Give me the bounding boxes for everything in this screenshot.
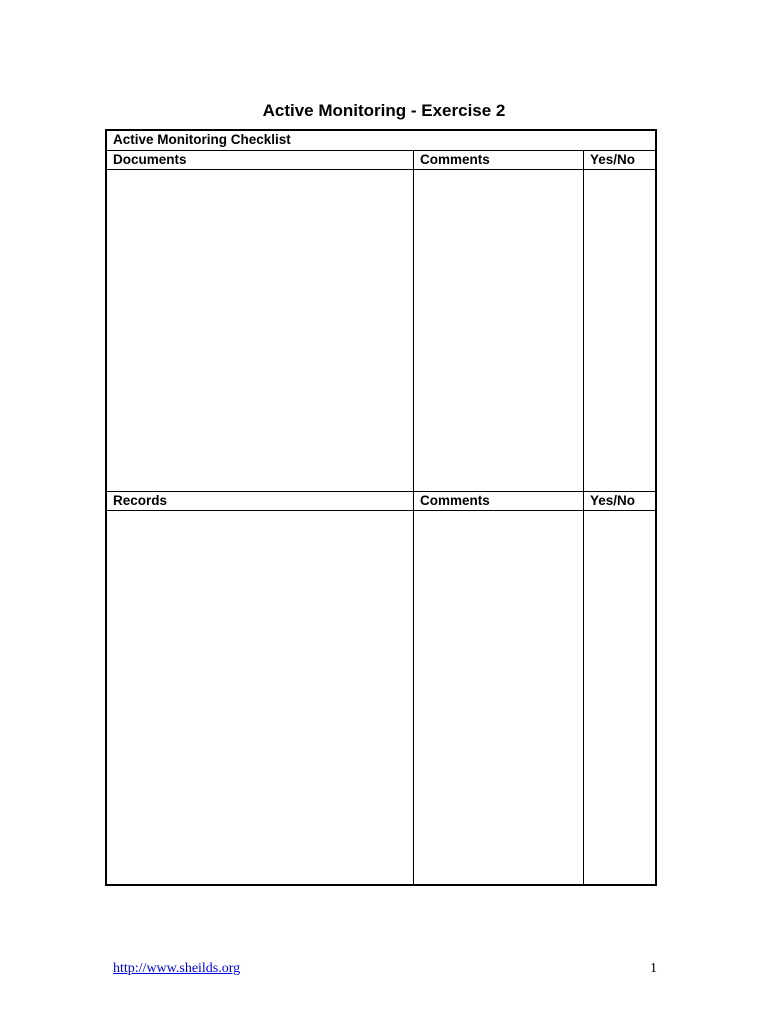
- checklist-title: Active Monitoring Checklist: [113, 132, 291, 147]
- documents-header-row: [107, 151, 655, 170]
- records-header-row: [107, 491, 655, 511]
- footer-link[interactable]: http://www.sheilds.org: [113, 961, 241, 976]
- documents-entry-cell[interactable]: [107, 170, 413, 491]
- page-number: 1: [650, 961, 657, 976]
- records-yes-no-cell[interactable]: [583, 511, 655, 886]
- documents-comments-cell[interactable]: [413, 170, 583, 491]
- documents-column-header: Documents: [113, 152, 187, 167]
- checklist-title-row: [107, 131, 655, 151]
- checklist-table: [105, 129, 657, 886]
- documents-entry-row: [107, 170, 655, 491]
- records-entry-cell[interactable]: [107, 511, 413, 886]
- documents-yes-no-column-header: Yes/No: [583, 151, 655, 169]
- records-comments-cell[interactable]: [413, 511, 583, 886]
- records-column-header: Records: [113, 493, 168, 508]
- records-entry-row: [107, 511, 655, 886]
- records-comments-column-header: Comments: [413, 492, 583, 510]
- documents-comments-column-header: Comments: [413, 151, 583, 169]
- records-yes-no-column-header: Yes/No: [583, 492, 655, 510]
- documents-yes-no-cell[interactable]: [583, 170, 655, 491]
- page-title: Active Monitoring - Exercise 2: [262, 101, 506, 120]
